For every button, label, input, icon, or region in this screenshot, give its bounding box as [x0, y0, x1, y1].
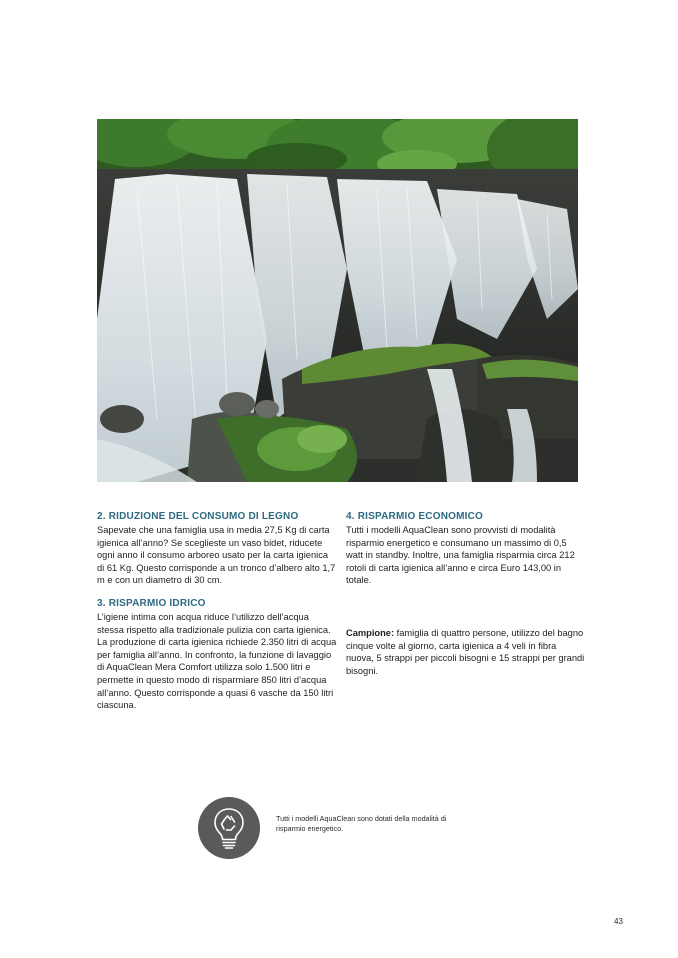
sample-label: Campione: — [346, 627, 395, 638]
text-wood-reduction: Sapevate che una famiglia usa in media 27,5 Kg di carta igienica all’anno? Se sceglieste un vaso bidet, riducete ogni anno il consumo arboreo usato per la carta igienica di 61 Kg. Questo corrisponde a un tronco d’albero alto 1,7 m e con un diametro di 30 cm. — [97, 525, 336, 586]
right-column — [346, 510, 586, 677]
heading-water-saving: 3. RISPARMIO IDRICO — [97, 597, 206, 609]
text-water-saving: L’igiene intima con acqua riduce l’utilizzo dell’acqua stessa rispetto alla tradizionale pulizia con carta igienica. La produzione di carta igienica richiede 2.350 litri di acqua per famiglia all’anno. In confronto, la funzione di lavaggio di AquaClean Mera Comfort utilizza solo 1.500 litri e permette in questo modo di risparmiare 850 litri d’acqua all’anno. Questo corrisponde a quasi 6 vasche da 150 litri ciascuna. — [97, 611, 337, 711]
sample-note — [346, 627, 586, 677]
section-water-saving — [97, 597, 337, 712]
waterfall-photo — [97, 119, 578, 482]
recycle-lightbulb-icon — [198, 797, 260, 859]
heading-wood-reduction: 2. RIDUZIONE DEL CONSUMO DI LEGNO — [97, 511, 299, 522]
section-wood-reduction — [97, 510, 337, 587]
page-number: 43 — [614, 917, 623, 926]
energy-note-caption: Tutti i modelli AquaClean sono dotati della modalità di risparmio energetico. — [276, 814, 447, 833]
text-economic-saving: Tutti i modelli AquaClean sono provvisti di modalità risparmio energetico e consumano un massimo di 0,5 watt in standby. Inoltre, una famiglia risparmia circa 212 rotoli di carta igienica all’anno e circa Euro 143,00 in totale. — [346, 525, 575, 586]
heading-economic-saving: 4. RISPARMIO ECONOMICO — [346, 511, 484, 522]
sample-text: famiglia di quattro persone, utilizzo del bagno cinque volte al giorno, carta igienica a 4 veli in fibra nuova, 5 strappi per piccoli bisogni e 15 strappi per grandi bisogni. — [346, 627, 585, 676]
left-column — [97, 510, 337, 718]
section-economic-saving — [346, 510, 586, 587]
